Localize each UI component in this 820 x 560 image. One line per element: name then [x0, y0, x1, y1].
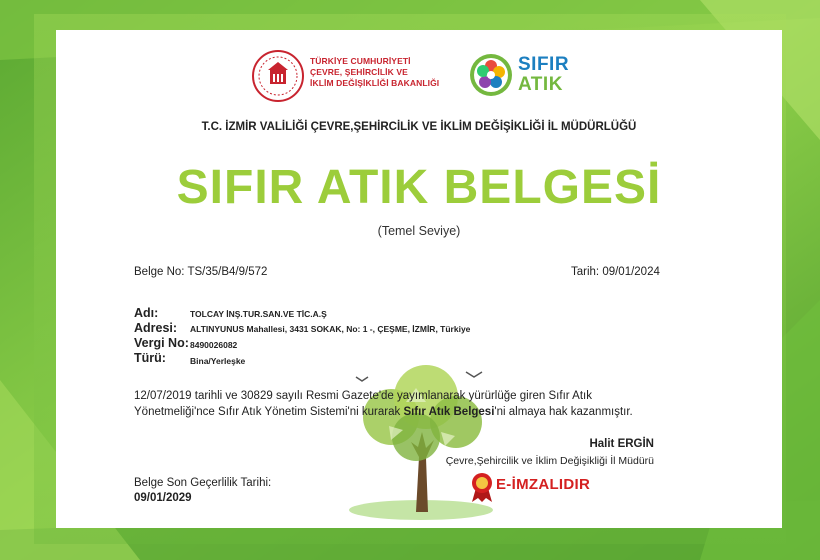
document-number: Belge No: TS/35/B4/9/572 — [134, 266, 268, 278]
certificate-title: SIFIR ATIK BELGESİ — [176, 161, 662, 214]
ministry-emblem-icon — [252, 50, 304, 102]
field-label-type: Türü: — [134, 351, 166, 365]
zero-waste-logo — [468, 52, 570, 103]
description-highlight: Sıfır Atık Belgesi — [403, 406, 495, 418]
field-value-tax-number: 8490026082 — [190, 340, 238, 350]
certificate-level: (Temel Seviye) — [377, 224, 461, 238]
zero-waste-logo-line-2: ATIK — [518, 74, 563, 95]
description-line-1: 12/07/2019 tarihli ve 30829 sayılı Resmi Gazete'de yayımlanarak yürürlüğe giren Sıfır Atık — [134, 390, 592, 402]
issue-date: Tarih: 09/01/2024 — [571, 266, 660, 278]
field-value-name: TOLCAY İNŞ.TUR.SAN.VE TİC.A.Ş — [190, 309, 327, 319]
field-label-name: Adı: — [134, 306, 159, 320]
description-line-2-end: 'ni almaya hak kazanmıştır. — [494, 406, 633, 418]
ministry-name — [310, 56, 450, 89]
field-label-address: Adresi: — [134, 321, 178, 335]
ministry-line-2: ÇEVRE, ŞEHİRCİLİK VE — [310, 67, 408, 77]
ministry-line-1: TÜRKİYE CUMHURİYETİ — [310, 56, 411, 66]
signer-name: Halit ERGİN — [589, 438, 654, 450]
signer-role: Çevre,Şehircilik ve İklim Değişikliği İl Müdürü — [445, 455, 654, 467]
directorate-name: T.C. İZMİR VALİLİĞİ ÇEVRE,ŞEHİRCİLİK VE İKLİM DEĞİŞİKLİĞİ İL MÜDÜRLÜĞÜ — [201, 121, 637, 133]
field-value-type: Bina/Yerleşke — [190, 356, 246, 366]
zero-waste-logo-line-1: SIFIR — [518, 54, 570, 75]
certificate-description — [134, 388, 664, 420]
ministry-line-3: İKLİM DEĞİŞİKLİĞİ BAKANLIĞI — [310, 78, 440, 88]
field-label-tax-number: Vergi No: — [134, 336, 189, 350]
description-line-2 — [134, 404, 664, 420]
validity-label: Belge Son Geçerlilik Tarihi: — [134, 477, 272, 489]
validity-date: 09/01/2029 — [134, 492, 192, 504]
description-line-2-start: Yönetmeliği'nce Sıfır Atık Yönetim Sistemi'ni kurarak — [134, 406, 404, 418]
field-value-address: ALTINYUNUS Mahallesi, 3431 SOKAK, No: 1 -, ÇEŞME, İZMİR, Türkiye — [190, 324, 471, 334]
e-signature-badge — [470, 472, 591, 507]
zero-waste-flower-icon — [468, 52, 514, 98]
ministry-logo — [252, 50, 440, 107]
seal-ribbon-icon — [470, 472, 494, 502]
e-signature-label: E-İMZALIDIR — [496, 476, 591, 493]
